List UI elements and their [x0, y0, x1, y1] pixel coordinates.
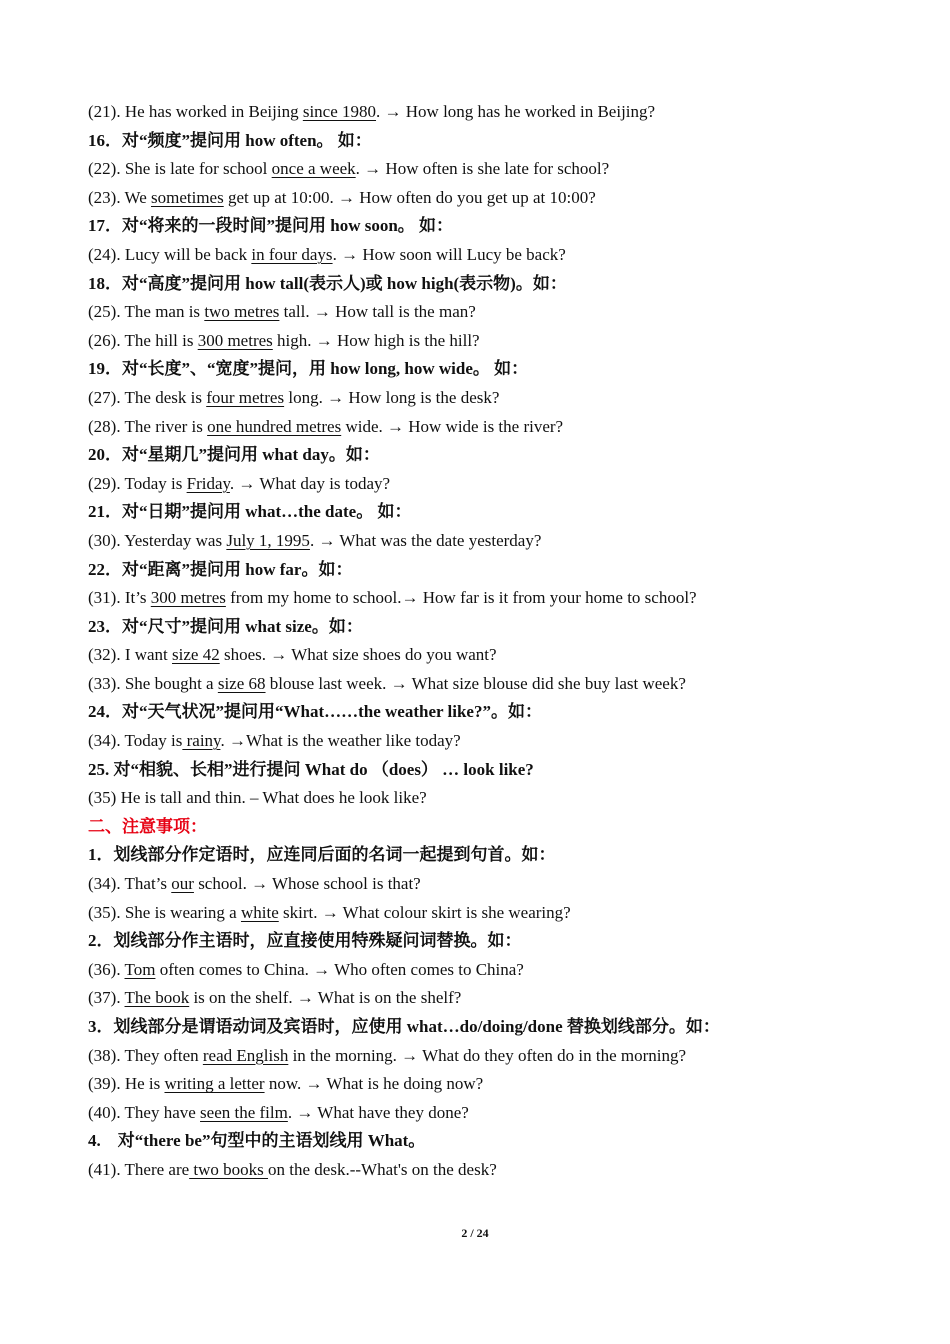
rule-heading-text: 16．对“频度”提问用 how often。 如：: [88, 130, 372, 150]
rule-heading: [88, 841, 888, 870]
sentence-text: (26). The hill is: [88, 330, 198, 350]
sentence-text: (34). That’s: [88, 874, 172, 894]
example-sentence: [88, 956, 888, 985]
example-sentence: [88, 184, 888, 213]
example-sentence: [88, 784, 888, 813]
rule-heading: [88, 698, 888, 727]
sentence-text: (31). It’s: [88, 588, 151, 608]
page-number: 2 / 24: [461, 1226, 489, 1240]
sentence-text: (23). We: [88, 187, 151, 207]
sentence-text: (41). There are: [88, 1159, 190, 1179]
sentence-text: (27). The desk is: [88, 387, 207, 407]
sentence-answer: often comes to China. → Who often comes to China?: [155, 959, 524, 979]
sentence-text: (35). She is wearing a: [88, 902, 241, 922]
example-sentence: [88, 641, 888, 670]
sentence-text: (37).: [88, 988, 125, 1008]
underlined-part: 300 metres: [150, 588, 226, 608]
sentence-text: (30). Yesterday was: [88, 530, 227, 550]
rule-heading: [88, 1127, 888, 1156]
underlined-part: our: [171, 874, 194, 894]
rule-heading-text: 21．对“日期”提问用 what…the date。 如：: [88, 502, 412, 522]
sentence-answer: . → What have they done?: [287, 1102, 469, 1122]
sentence-answer: blouse last week. → What size blouse did she buy last week?: [265, 673, 686, 693]
sentence-text: (38). They often: [88, 1045, 203, 1065]
sentence-answer: . →What is the weather like today?: [220, 731, 461, 751]
sentence-answer: in the morning. → What do they often do in the morning?: [288, 1045, 687, 1065]
rule-heading: [88, 613, 888, 642]
sentence-text: (28). The river is: [88, 416, 208, 436]
sentence-text: (24). Lucy will be back: [88, 244, 252, 264]
rule-heading: [88, 355, 888, 384]
rule-heading: [88, 1013, 888, 1042]
underlined-part: sometimes: [151, 187, 224, 207]
example-sentence: [88, 327, 888, 356]
section-title-text: 二、注意事项：: [88, 816, 207, 836]
example-sentence: [88, 241, 888, 270]
sentence-text: (33). She bought a: [88, 673, 218, 693]
sentence-text: (21). He has worked in Beijing: [88, 102, 303, 121]
sentence-answer: wide. → How wide is the river?: [341, 416, 564, 436]
rule-heading-text: 22．对“距离”提问用 how far。如：: [88, 559, 353, 579]
rule-heading-text: 3．划线部分是谓语动词及宾语时，应使用 what…do/doing/done 替换划线部分。如：: [88, 1017, 720, 1036]
rule-heading-text: 4. 对“there be”句型中的主语划线用 What。: [88, 1131, 426, 1151]
underlined-part: The book: [124, 988, 190, 1008]
sentence-text: (40). They have: [88, 1102, 201, 1122]
section-title: [88, 813, 888, 842]
rule-heading: [88, 441, 888, 470]
sentence-answer: . → How often is she late for school?: [355, 159, 610, 179]
underlined-part: rainy: [182, 731, 221, 751]
rule-heading: [88, 498, 888, 527]
underlined-part: one hundred metres: [207, 416, 342, 436]
rule-heading-text: 1．划线部分作定语时，应连同后面的名词一起提到句首。如：: [88, 845, 556, 865]
example-sentence: [88, 98, 888, 127]
example-sentence: [88, 155, 888, 184]
underlined-part: two metres: [204, 302, 280, 322]
sentence-answer: long. → How long is the desk?: [284, 387, 500, 407]
underlined-part: 300 metres: [197, 330, 273, 350]
sentence-text: (39). He is: [88, 1074, 165, 1094]
sentence-answer: get up at 10:00. → How often do you get up at 10:00?: [223, 187, 596, 207]
sentence-answer: . → What was the date yesterday?: [309, 530, 542, 550]
sentence-answer: school. → Whose school is that?: [193, 874, 421, 894]
example-sentence: [88, 527, 888, 556]
sentence-answer: skirt. → What colour skirt is she wearing?: [278, 902, 571, 922]
example-sentence: [88, 1156, 888, 1185]
rule-heading: [88, 127, 888, 156]
sentence-text: (25). The man is: [88, 302, 205, 322]
rule-heading-text: 17．对“将来的一段时间”提问用 how soon。 如：: [88, 216, 454, 236]
underlined-part: once a week: [271, 159, 356, 179]
example-sentence: [88, 670, 888, 699]
sentence-answer: on the desk.--What's on the desk?: [268, 1159, 497, 1179]
sentence-text: (34). Today is: [88, 731, 183, 751]
rule-heading-text: 20．对“星期几”提问用 what day。如：: [88, 445, 380, 465]
rule-heading-text: 23．对“尺寸”提问用 what size。如：: [88, 616, 363, 636]
sentence-answer: . → What day is today?: [229, 473, 391, 493]
underlined-part: white: [240, 902, 279, 922]
example-sentence: [88, 870, 888, 899]
underlined-part: since 1980: [302, 102, 377, 121]
rule-heading-text: 2．划线部分作主语时，应直接使用特殊疑问词替换。如：: [88, 931, 522, 951]
underlined-part: two books: [189, 1159, 269, 1179]
underlined-part: size 42: [172, 645, 220, 665]
example-sentence: [88, 899, 888, 928]
underlined-part: writing a letter: [164, 1074, 265, 1094]
sentence-text: (35) He is tall and thin. – What does he look like?: [88, 788, 427, 808]
rule-heading: [88, 927, 888, 956]
underlined-part: seen the film: [200, 1102, 288, 1122]
underlined-part: in four days: [251, 244, 333, 264]
example-sentence: [88, 1099, 888, 1128]
sentence-answer: is on the shelf. → What is on the shelf?: [189, 988, 462, 1008]
example-sentence: [88, 1042, 888, 1071]
rule-heading: [88, 556, 888, 585]
example-sentence: [88, 984, 888, 1013]
sentence-answer: . → How long has he worked in Beijing?: [376, 102, 656, 121]
sentence-text: (22). She is late for school: [88, 159, 272, 179]
sentence-answer: shoes. → What size shoes do you want?: [219, 645, 497, 665]
example-sentence: [88, 413, 888, 442]
sentence-answer: tall. → How tall is the man?: [279, 302, 476, 322]
sentence-answer: . → How soon will Lucy be back?: [332, 244, 566, 264]
underlined-part: size 68: [217, 673, 266, 693]
rule-heading: [88, 756, 888, 785]
underlined-part: read English: [202, 1045, 289, 1065]
sentence-text: (32). I want: [88, 645, 173, 665]
example-sentence: [88, 584, 888, 613]
rule-heading-text: 24．对“天气状况”提问用“What……the weather like?”。如：: [88, 702, 542, 722]
example-sentence: [88, 727, 888, 756]
example-sentence: [88, 1070, 888, 1099]
example-sentence: [88, 298, 888, 327]
sentence-text: (36).: [88, 959, 125, 979]
rule-heading-text: 18．对“高度”提问用 how tall(表示人)或 how high(表示物)。如：: [88, 273, 567, 293]
underlined-part: Tom: [124, 959, 156, 979]
rule-heading: [88, 212, 888, 241]
rule-heading: [88, 270, 888, 299]
underlined-part: July 1, 1995: [226, 530, 310, 550]
rule-heading-text: 25. 对“相貌、长相”进行提问 What do （does） … look like?: [88, 759, 534, 779]
sentence-answer: high. → How high is the hill?: [272, 330, 480, 350]
rule-heading-text: 19．对“长度”、“宽度”提问，用 how long, how wide。 如：: [88, 359, 529, 379]
sentence-answer: from my home to school.→ How far is it from your home to school?: [225, 588, 697, 608]
underlined-part: Friday: [186, 473, 230, 493]
sentence-text: (29). Today is: [88, 473, 187, 493]
sentence-answer: now. → What is he doing now?: [264, 1074, 484, 1094]
underlined-part: four metres: [206, 387, 285, 407]
example-sentence: [88, 470, 888, 499]
document-body: [88, 98, 888, 1185]
example-sentence: [88, 384, 888, 413]
